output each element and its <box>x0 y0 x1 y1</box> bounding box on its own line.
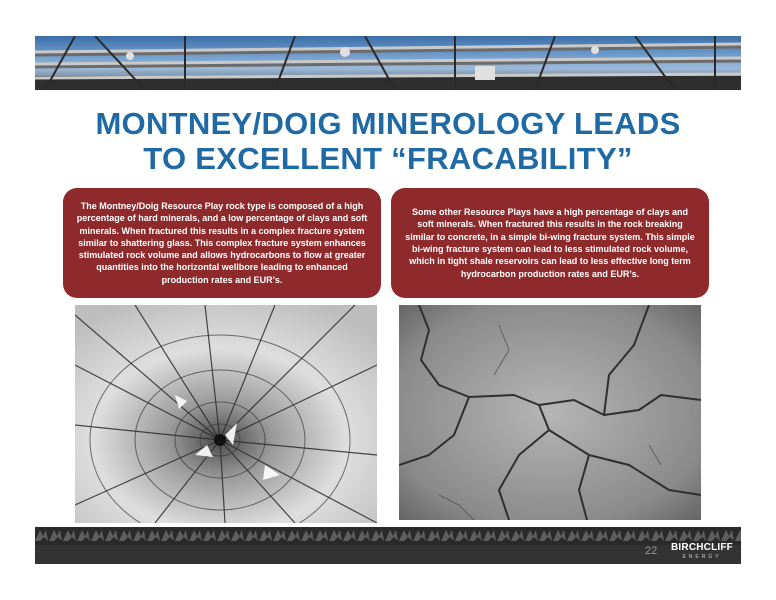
slide-title-line2: TO EXCELLENT “FRACABILITY” <box>143 141 633 176</box>
footer-bar <box>35 527 741 564</box>
banner-photo <box>35 36 741 90</box>
shattered-glass-image <box>75 305 377 523</box>
slide-title-line1: MONTNEY/DOIG MINEROLOGY LEADS <box>95 106 681 141</box>
footer-pattern <box>35 527 741 545</box>
slide <box>35 36 741 564</box>
montney-description-text: The Montney/Doig Resource Play rock type is composed of a high percentage of hard minerals, and a low percentage of clays and soft minerals. When fractured this results in a complex fracture system similar to shattering glass. This complex fracture system enhances stimulated rock volume and allows hydrocarbons to flow at greater quantities into the horizontal wellbore leading to enhanced production rates and EUR’s. <box>76 200 368 285</box>
birchcliff-logo <box>667 542 737 562</box>
logo-name: BIRCHCLIFF <box>671 542 733 553</box>
other-plays-description-box <box>391 188 709 298</box>
slide-title <box>35 106 741 176</box>
logo-subtitle: ENERGY <box>682 554 722 560</box>
montney-description-box <box>63 188 381 298</box>
other-plays-description-text: Some other Resource Plays have a high percentage of clays and soft minerals. When fractured this results in the rock breaking similar to concrete, in a simple bi-wing fracture system. This simple bi-wing fracture system can lead to less stimulated rock volume, which in tight shale reservoirs can lead to less effective long term hydrocarbon production rates and EUR’s. <box>405 207 695 279</box>
cracked-concrete-image <box>399 305 701 520</box>
page-number: 22 <box>645 545 658 557</box>
